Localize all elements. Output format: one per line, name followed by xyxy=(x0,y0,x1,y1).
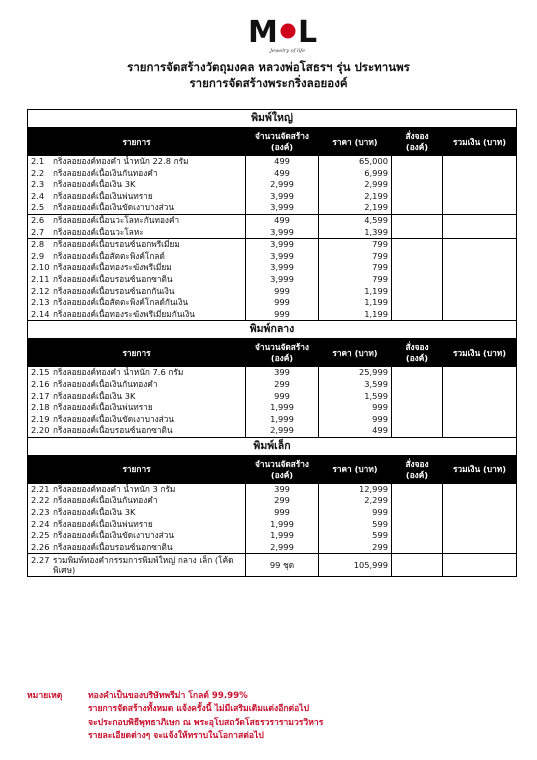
item-number: 2.15 xyxy=(31,367,50,378)
total-cell[interactable] xyxy=(443,239,517,251)
item-number: 2.27 xyxy=(31,555,50,566)
order-cell[interactable] xyxy=(392,297,443,309)
item-cell xyxy=(28,156,246,168)
item-name: กริ่งลอยองค์เนื้อสัตตะพิงค์โกลด์ xyxy=(53,250,165,261)
item-number: 2.23 xyxy=(31,507,50,518)
total-cell[interactable] xyxy=(443,286,517,298)
total-cell[interactable] xyxy=(443,227,517,239)
price-cell: 1,199 xyxy=(319,309,392,321)
item-name: กริ่งลอยองค์ทองคำ น้ำหนัก 7.6 กรัม xyxy=(53,367,184,378)
item-cell xyxy=(28,274,246,286)
logo-graphic xyxy=(248,14,328,56)
order-cell[interactable] xyxy=(392,286,443,298)
item-name: กริ่งลอยองค์เนื้อเงินกันทองคำ xyxy=(53,495,158,506)
order-cell[interactable] xyxy=(392,274,443,286)
column-header: จำนวนจัดสร้าง (องค์) xyxy=(246,339,319,368)
price-cell: 299 xyxy=(319,542,392,554)
price-cell: 105,999 xyxy=(319,554,392,577)
total-cell[interactable] xyxy=(443,554,517,577)
order-cell[interactable] xyxy=(392,425,443,437)
table-row xyxy=(28,519,517,531)
item-cell xyxy=(28,414,246,426)
column-header: รายการ xyxy=(28,128,246,157)
item-name: กริ่งลอยองค์เนื้อทองระฆังพรีเมี่ยมกันเงิน xyxy=(53,308,195,319)
price-cell: 3,599 xyxy=(319,379,392,391)
price-table-body xyxy=(28,110,517,577)
item-number: 2.2 xyxy=(31,167,45,178)
item-name: กริ่งลอยองค์เนื้อเงินขัดเงาบางส่วน xyxy=(53,413,175,424)
total-cell[interactable] xyxy=(443,391,517,403)
price-cell: 799 xyxy=(319,274,392,286)
total-cell[interactable] xyxy=(443,202,517,214)
quantity-cell: 999 xyxy=(246,309,319,321)
order-cell[interactable] xyxy=(392,379,443,391)
item-number: 2.4 xyxy=(31,190,45,201)
item-number: 2.5 xyxy=(31,202,45,213)
logo-letter-l: L xyxy=(298,15,318,50)
item-number: 2.22 xyxy=(31,495,50,506)
table-row xyxy=(28,227,517,239)
item-name: กริ่งลอยองค์เนื้อนวะโลหะกันทองคำ xyxy=(53,214,180,225)
note-line: รายการจัดสร้างทั้งหมด แจ้งครั้งนี้ ไม่มีเสริมเติมแต่งอีกต่อไป xyxy=(88,704,310,715)
total-cell[interactable] xyxy=(443,367,517,379)
order-cell[interactable] xyxy=(392,168,443,180)
section-title: พิมพ์เล็ก xyxy=(28,437,517,455)
table-row xyxy=(28,402,517,414)
notes-label: หมายเหตุ xyxy=(27,691,63,701)
price-cell: 1,399 xyxy=(319,227,392,239)
table-row xyxy=(28,495,517,507)
quantity-cell: 99 ชุด xyxy=(246,554,319,577)
column-header: สั่งจอง (องค์) xyxy=(392,128,443,157)
column-header: จำนวนจัดสร้าง (องค์) xyxy=(246,128,319,157)
order-cell[interactable] xyxy=(392,262,443,274)
order-cell[interactable] xyxy=(392,309,443,321)
price-cell: 1,599 xyxy=(319,391,392,403)
item-number: 2.1 xyxy=(31,156,45,166)
item-name: กริ่งลอยองค์เนื้อเงิน 3K xyxy=(53,507,136,518)
section-header xyxy=(28,110,517,128)
order-cell[interactable] xyxy=(392,156,443,168)
table-row xyxy=(28,530,517,542)
total-cell[interactable] xyxy=(443,379,517,391)
total-cell[interactable] xyxy=(443,542,517,554)
price-cell: 799 xyxy=(319,251,392,263)
table-row xyxy=(28,297,517,309)
quantity-cell: 3,999 xyxy=(246,251,319,263)
item-name: กริ่งลอยองค์เนื้อเงินพ่นทราย xyxy=(53,518,153,529)
item-cell xyxy=(28,179,246,191)
item-cell xyxy=(28,484,246,496)
column-header: รวมเงิน (บาท) xyxy=(443,339,517,368)
order-cell[interactable] xyxy=(392,507,443,519)
item-cell xyxy=(28,202,246,214)
price-cell: 599 xyxy=(319,519,392,531)
item-name: กริ่งลอยองค์เนื้อบรอนซ์นอกซาติน xyxy=(53,425,173,436)
quantity-cell: 1,999 xyxy=(246,519,319,531)
item-number: 2.9 xyxy=(31,250,45,261)
item-cell xyxy=(28,530,246,542)
price-cell: 25,999 xyxy=(319,367,392,379)
item-name: กริ่งลอยองค์ทองคำ น้ำหนัก 3 กรัม xyxy=(53,483,176,494)
quantity-cell: 499 xyxy=(246,156,319,168)
price-cell: 599 xyxy=(319,530,392,542)
order-cell[interactable] xyxy=(392,484,443,496)
column-header: สั่งจอง (องค์) xyxy=(392,339,443,368)
column-header: ราคา (บาท) xyxy=(319,339,392,368)
item-cell xyxy=(28,251,246,263)
table-row xyxy=(28,391,517,403)
order-cell[interactable] xyxy=(392,495,443,507)
quantity-cell: 299 xyxy=(246,495,319,507)
quantity-cell: 999 xyxy=(246,391,319,403)
quantity-cell: 999 xyxy=(246,286,319,298)
price-cell: 499 xyxy=(319,425,392,437)
total-cell[interactable] xyxy=(443,519,517,531)
quantity-cell: 999 xyxy=(246,507,319,519)
item-cell xyxy=(28,367,246,379)
item-cell xyxy=(28,402,246,414)
quantity-cell: 2,999 xyxy=(246,425,319,437)
item-number: 2.19 xyxy=(31,413,50,424)
table-row xyxy=(28,202,517,214)
item-name: กริ่งลอยองค์เนื้อนวะโลหะ xyxy=(53,226,144,237)
price-cell: 1,199 xyxy=(319,286,392,298)
column-header: รายการ xyxy=(28,339,246,368)
total-cell[interactable] xyxy=(443,156,517,168)
column-header-row xyxy=(28,128,517,157)
price-cell: 65,000 xyxy=(319,156,392,168)
quantity-cell: 499 xyxy=(246,214,319,226)
order-cell[interactable] xyxy=(392,251,443,263)
table-row xyxy=(28,191,517,203)
quantity-cell: 499 xyxy=(246,168,319,180)
item-name: รวมพิมพ์ทองคำกรรมการพิมพ์ใหญ่ กลาง เล็ก (โค้ดพิเศษ) xyxy=(53,555,234,576)
item-number: 2.18 xyxy=(31,402,50,413)
quantity-cell: 2,999 xyxy=(246,542,319,554)
note-line: ทองคำเป็นของบริษัทพรีม่า โกลด์ 99.99% xyxy=(88,691,248,701)
column-header: จำนวนจัดสร้าง (องค์) xyxy=(246,455,319,484)
logo-letter-m: M xyxy=(248,15,278,50)
item-cell xyxy=(28,168,246,180)
item-name: กริ่งลอยองค์เนื้อเงินขัดเงาบางส่วน xyxy=(53,530,175,541)
total-cell[interactable] xyxy=(443,274,517,286)
item-number: 2.16 xyxy=(31,378,50,389)
quantity-cell: 3,999 xyxy=(246,191,319,203)
total-cell[interactable] xyxy=(443,262,517,274)
price-cell: 2,999 xyxy=(319,179,392,191)
column-header: ราคา (บาท) xyxy=(319,455,392,484)
column-header: รายการ xyxy=(28,455,246,484)
item-cell xyxy=(28,309,246,321)
logo-red-dot xyxy=(281,24,296,39)
price-cell: 799 xyxy=(319,262,392,274)
price-cell: 999 xyxy=(319,414,392,426)
price-cell: 2,199 xyxy=(319,191,392,203)
order-cell[interactable] xyxy=(392,414,443,426)
item-cell xyxy=(28,191,246,203)
item-name: กริ่งลอยองค์ทองคำ น้ำหนัก 22.8 กรัม xyxy=(53,156,189,166)
item-name: กริ่งลอยองค์เนื้อเงินกันทองคำ xyxy=(53,167,158,178)
column-header-row xyxy=(28,455,517,484)
item-cell xyxy=(28,554,246,577)
table-row xyxy=(28,379,517,391)
item-name: กริ่งลอยองค์เนื้อสัตตะพิงค์โกลด์กันเงิน xyxy=(53,297,189,308)
item-cell xyxy=(28,262,246,274)
quantity-cell: 1,999 xyxy=(246,414,319,426)
note-line: รายละเอียดต่างๆ จะแจ้งให้ทราบในโอกาสต่อไป xyxy=(88,731,264,742)
price-cell: 2,199 xyxy=(319,202,392,214)
price-cell: 4,599 xyxy=(319,214,392,226)
total-cell[interactable] xyxy=(443,191,517,203)
item-number: 2.20 xyxy=(31,425,50,436)
item-number: 2.24 xyxy=(31,518,50,529)
section-header xyxy=(28,437,517,455)
item-number: 2.3 xyxy=(31,179,45,190)
brand-logo xyxy=(248,14,328,56)
order-cell[interactable] xyxy=(392,530,443,542)
item-number: 2.17 xyxy=(31,390,50,401)
table-row xyxy=(28,239,517,251)
item-cell xyxy=(28,495,246,507)
order-cell[interactable] xyxy=(392,519,443,531)
section-title: พิมพ์กลาง xyxy=(28,321,517,339)
item-cell xyxy=(28,391,246,403)
total-cell[interactable] xyxy=(443,530,517,542)
price-cell: 12,999 xyxy=(319,484,392,496)
table-row xyxy=(28,286,517,298)
page-title: รายการจัดสร้างวัตถุมงคล หลวงพ่อโสธรฯ รุ่น ประทานพร xyxy=(127,60,410,74)
column-header: รวมเงิน (บาท) xyxy=(443,455,517,484)
quantity-cell: 3,999 xyxy=(246,239,319,251)
table-row xyxy=(28,156,517,168)
table-row xyxy=(28,168,517,180)
order-cell[interactable] xyxy=(392,227,443,239)
quantity-cell: 2,999 xyxy=(246,179,319,191)
item-cell xyxy=(28,507,246,519)
item-cell xyxy=(28,379,246,391)
quantity-cell: 3,999 xyxy=(246,202,319,214)
order-cell[interactable] xyxy=(392,239,443,251)
item-number: 2.10 xyxy=(31,262,50,273)
table-row xyxy=(28,179,517,191)
table-row xyxy=(28,251,517,263)
price-cell: 999 xyxy=(319,402,392,414)
order-cell[interactable] xyxy=(392,214,443,226)
order-cell[interactable] xyxy=(392,202,443,214)
quantity-cell: 1,999 xyxy=(246,530,319,542)
quantity-cell: 1,999 xyxy=(246,402,319,414)
total-cell[interactable] xyxy=(443,402,517,414)
price-cell: 799 xyxy=(319,239,392,251)
table-row xyxy=(28,542,517,554)
total-cell[interactable] xyxy=(443,414,517,426)
price-table xyxy=(27,109,517,577)
table-row xyxy=(28,414,517,426)
price-cell: 1,199 xyxy=(319,297,392,309)
table-row xyxy=(28,554,517,577)
table-row xyxy=(28,484,517,496)
column-header-row xyxy=(28,339,517,368)
order-cell[interactable] xyxy=(392,554,443,577)
total-cell[interactable] xyxy=(443,484,517,496)
item-cell xyxy=(28,227,246,239)
item-number: 2.25 xyxy=(31,530,50,541)
item-name: กริ่งลอยองค์เนื้อบรอนซ์นอกกันเงิน xyxy=(53,285,175,296)
table-row xyxy=(28,274,517,286)
total-cell[interactable] xyxy=(443,179,517,191)
quantity-cell: 3,999 xyxy=(246,262,319,274)
column-header: ราคา (บาท) xyxy=(319,128,392,157)
order-cell[interactable] xyxy=(392,402,443,414)
order-cell[interactable] xyxy=(392,542,443,554)
item-number: 2.26 xyxy=(31,541,50,552)
table-row xyxy=(28,309,517,321)
item-number: 2.14 xyxy=(31,308,50,319)
total-cell[interactable] xyxy=(443,251,517,263)
quantity-cell: 399 xyxy=(246,484,319,496)
logo-tagline: Jewelry of life xyxy=(270,48,306,54)
item-name: กริ่งลอยองค์เนื้อเงินพ่นทราย xyxy=(53,402,153,413)
item-number: 2.7 xyxy=(31,226,45,237)
item-name: กริ่งลอยองค์เนื้อเงิน 3K xyxy=(53,179,136,190)
price-cell: 999 xyxy=(319,507,392,519)
total-cell[interactable] xyxy=(443,214,517,226)
price-cell: 2,299 xyxy=(319,495,392,507)
item-name: กริ่งลอยองค์เนื้อเงินกันทองคำ xyxy=(53,378,158,389)
item-cell xyxy=(28,519,246,531)
item-cell xyxy=(28,239,246,251)
quantity-cell: 299 xyxy=(246,379,319,391)
item-number: 2.6 xyxy=(31,214,45,225)
item-cell xyxy=(28,297,246,309)
item-cell xyxy=(28,542,246,554)
table-row xyxy=(28,262,517,274)
item-name: กริ่งลอยองค์เนื้อบรอนซ์นอกซาติน xyxy=(53,273,173,284)
note-line: จะประกอบพิธีพุทธาภิเษก ณ พระอุโบสถวัดโสธรวรารามวรวิหาร xyxy=(88,717,324,728)
item-name: กริ่งลอยองค์เนื้อบรอนซ์นอกซาติน xyxy=(53,541,173,552)
total-cell[interactable] xyxy=(443,168,517,180)
column-header: สั่งจอง (องค์) xyxy=(392,455,443,484)
table-row xyxy=(28,425,517,437)
order-cell[interactable] xyxy=(392,179,443,191)
order-cell[interactable] xyxy=(392,391,443,403)
total-cell[interactable] xyxy=(443,309,517,321)
table-row xyxy=(28,507,517,519)
item-cell xyxy=(28,214,246,226)
table-row xyxy=(28,214,517,226)
quantity-cell: 999 xyxy=(246,297,319,309)
order-cell[interactable] xyxy=(392,191,443,203)
item-cell xyxy=(28,425,246,437)
quantity-cell: 3,999 xyxy=(246,274,319,286)
quantity-cell: 399 xyxy=(246,367,319,379)
item-name: กริ่งลอยองค์เนื้อเงินพ่นทราย xyxy=(53,190,153,201)
total-cell[interactable] xyxy=(443,495,517,507)
item-name: กริ่งลอยองค์เนื้อเงินขัดเงาบางส่วน xyxy=(53,202,175,213)
item-number: 2.13 xyxy=(31,297,50,308)
section-title: พิมพ์ใหญ่ xyxy=(28,110,517,128)
item-cell xyxy=(28,286,246,298)
notes-lines xyxy=(88,690,528,744)
quantity-cell: 3,999 xyxy=(246,227,319,239)
table-row xyxy=(28,367,517,379)
item-name: กริ่งลอยองค์เนื้อบรอนซ์นอกพรีเมี่ยม xyxy=(53,239,180,250)
item-number: 2.12 xyxy=(31,285,50,296)
total-cell[interactable] xyxy=(443,507,517,519)
item-number: 2.11 xyxy=(31,273,50,284)
item-name: กริ่งลอยองค์เนื้อเงิน 3K xyxy=(53,390,136,401)
item-number: 2.21 xyxy=(31,483,50,494)
page-subtitle: รายการจัดสร้างพระกริ่งลอยองค์ xyxy=(189,76,348,90)
item-number: 2.8 xyxy=(31,239,45,250)
price-cell: 6,999 xyxy=(319,168,392,180)
column-header: รวมเงิน (บาท) xyxy=(443,128,517,157)
total-cell[interactable] xyxy=(443,425,517,437)
section-header xyxy=(28,321,517,339)
total-cell[interactable] xyxy=(443,297,517,309)
order-cell[interactable] xyxy=(392,367,443,379)
item-name: กริ่งลอยองค์เนื้อทองระฆังพรีเมี่ยม xyxy=(53,262,172,273)
